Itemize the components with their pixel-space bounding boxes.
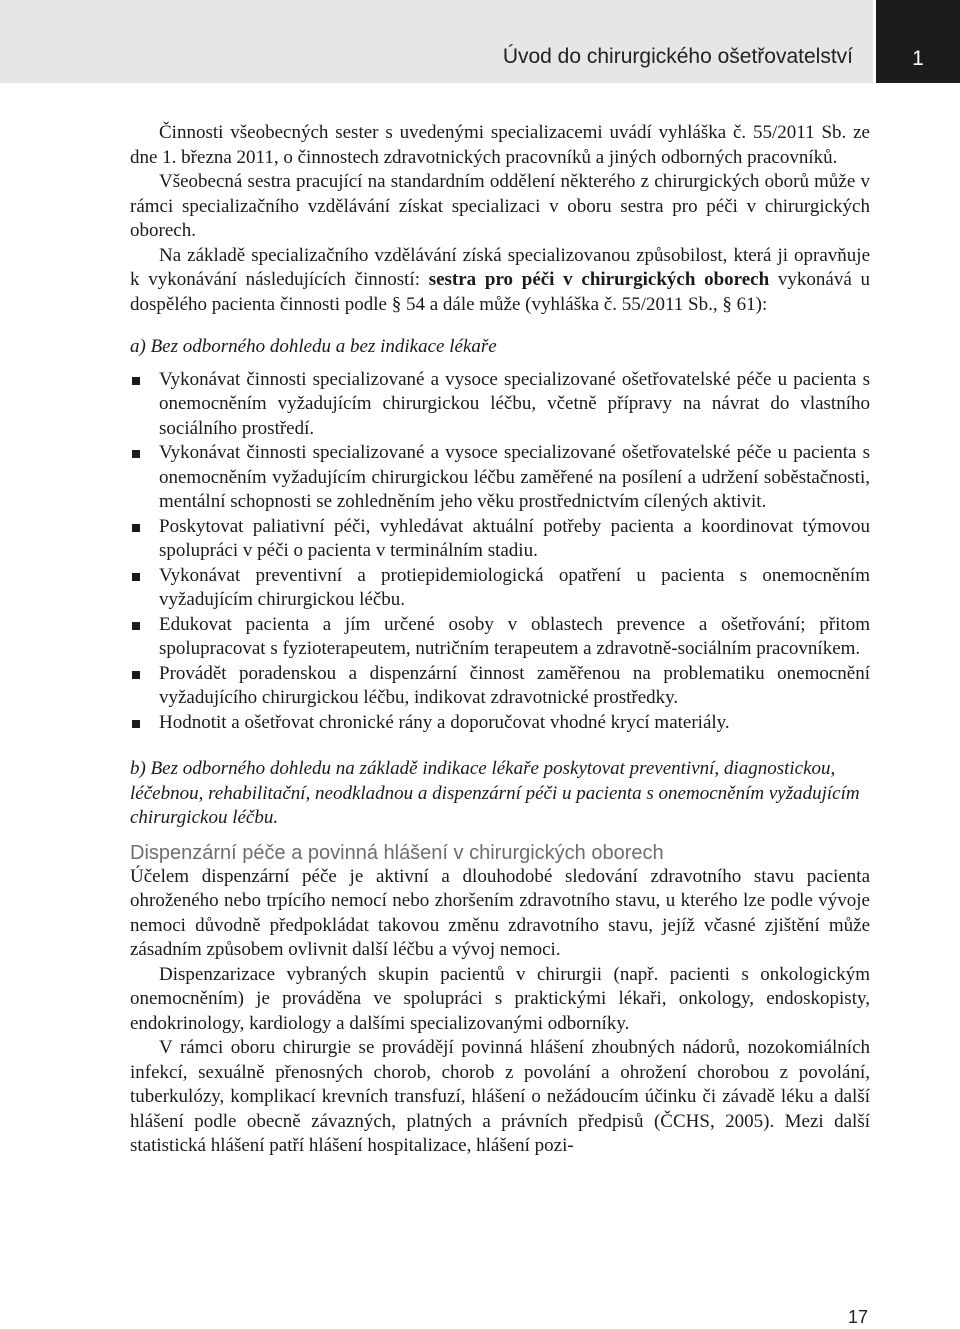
chapter-number: 1 [912, 47, 924, 70]
list-item: Poskytovat paliativní péči, vyhledávat aktuální potřeby pacienta a koordinovat týmovou spolupráci v péči o pacienta v terminálním stadiu. [130, 515, 870, 564]
intro-paragraph-3-text-b: vykonává u dospělého pacienta činnosti podle § 54 a dále může (vyhláška č. 55/2011 Sb., § 61): [130, 269, 870, 315]
list-item: Vykonávat činnosti specializované a vysoce specializované ošetřovatelské péče u pacienta s onemocněním vyžadujícím chirurgickou léčbu zaměřené na posílení a udržení soběstačnosti, mentální schopnosti se zohledněním jeho věku prostřednictvím cílených aktivit. [130, 441, 870, 515]
list-item: Provádět poradenskou a dispenzární činnost zaměřenou na problematiku onemocnění vyžadujícího chirurgickou léčbu, indikovat zdravotnické prostředky. [130, 662, 870, 711]
intro-paragraph-2: Všeobecná sestra pracující na standardním oddělení některého z chirurgických oborů může v rámci specializačního vzdělávání získat specializaci v oboru sestra pro péči v chirurgických oborech. [130, 171, 870, 241]
intro-paragraph-3-text-a: Na základě specializačního vzdělávání získá specializovanou způsobilost, která ji opravňuje k vykonávání následujících činností: [130, 244, 870, 290]
section-a-heading: a) Bez odborného dohledu a bez indikace lékaře [130, 336, 497, 357]
specialization-name-bold: sestra pro péči v chirurgických oborech [428, 269, 770, 290]
page-body [130, 121, 870, 1159]
running-header [0, 0, 873, 83]
section-spacer [130, 735, 870, 757]
running-header-title: Úvod do chirurgického ošetřovatelství [502, 45, 853, 68]
section-a-list [130, 368, 870, 736]
dispensary-paragraph-2: Dispenzarizace vybraných skupin pacientů v chirurgii (např. pacienti s onkologickým onemocněním) je prováděna ve spolupráci s praktickými lékaři, onkology, endoskopisty, endokrinology, kardiology a dalšími specializovanými odborníky. [130, 963, 870, 1034]
dispensary-heading: Dispenzární péče a povinná hlášení v chirurgických oborech [130, 841, 664, 864]
list-item: Hodnotit a ošetřovat chronické rány a doporučovat vhodné krycí materiály. [130, 711, 870, 736]
page-number: 17 [847, 1307, 868, 1327]
section-b-heading: b) Bez odborného dohledu na základě indikace lékaře poskytovat preventivní, diagnostickou, léčebnou, rehabilitační, neodkladnou a dispenzární péči u pacienta s onemocněním vyžadujícím chirurgickou léčbu. [130, 758, 860, 828]
intro-paragraph-1: Činnosti všeobecných sester s uvedenými specializacemi uvádí vyhláška č. 55/2011 Sb. ze dne 1. března 2011, o činnostech zdravotnických pracovníků a jiných odborných pracovníků. [130, 122, 870, 168]
list-item: Edukovat pacienta a jím určené osoby v oblastech prevence a ošetřování; přitom spolupracovat s fyzioterapeutem, nutričním terapeutem a zdravotně-sociálním pracovníkem. [130, 613, 870, 662]
list-item: Vykonávat preventivní a protiepidemiologická opatření u pacienta s onemocněním vyžadujícím chirurgickou léčbu. [130, 564, 870, 613]
intro-paragraph-3 [130, 244, 870, 318]
dispensary-paragraph-1: Účelem dispenzární péče je aktivní a dlouhodobé sledování zdravotního stavu pacienta ohroženého nebo trpícího nemocí nebo zhoršením zdravotního stavu, u kterého lze podle vývoje nemoci důvodně předpokládat takovou změnu zdravotního stavu, jejíž včasné zjištění může zásadním způsobem ovlivnit další léčbu a vývoj nemoci. [130, 865, 870, 960]
list-item: Vykonávat činnosti specializované a vysoce specializované ošetřovatelské péče u pacienta s onemocněním vyžadujícím chirurgickou léčbu, včetně přípravy na návrat do vlastního sociálního prostředí. [130, 368, 870, 442]
dispensary-paragraph-3: V rámci oboru chirurgie se provádějí povinná hlášení zhoubných nádorů, nozokomiálních infekcí, sexuálně přenosných chorob, chorob z povolání a ohrožení chorobou z povolání, tuberkulózy, komplikací krevních transfuzí, hlášení o nežádoucím účinku či závadě léku a další hlášení podle obecně závazných, platných a právních předpisů (ČCHS, 2005). Mezi další statistická hlášení patří hlášení hospitalizace, hlášení pozi- [130, 1037, 870, 1156]
chapter-number-box [876, 0, 960, 83]
